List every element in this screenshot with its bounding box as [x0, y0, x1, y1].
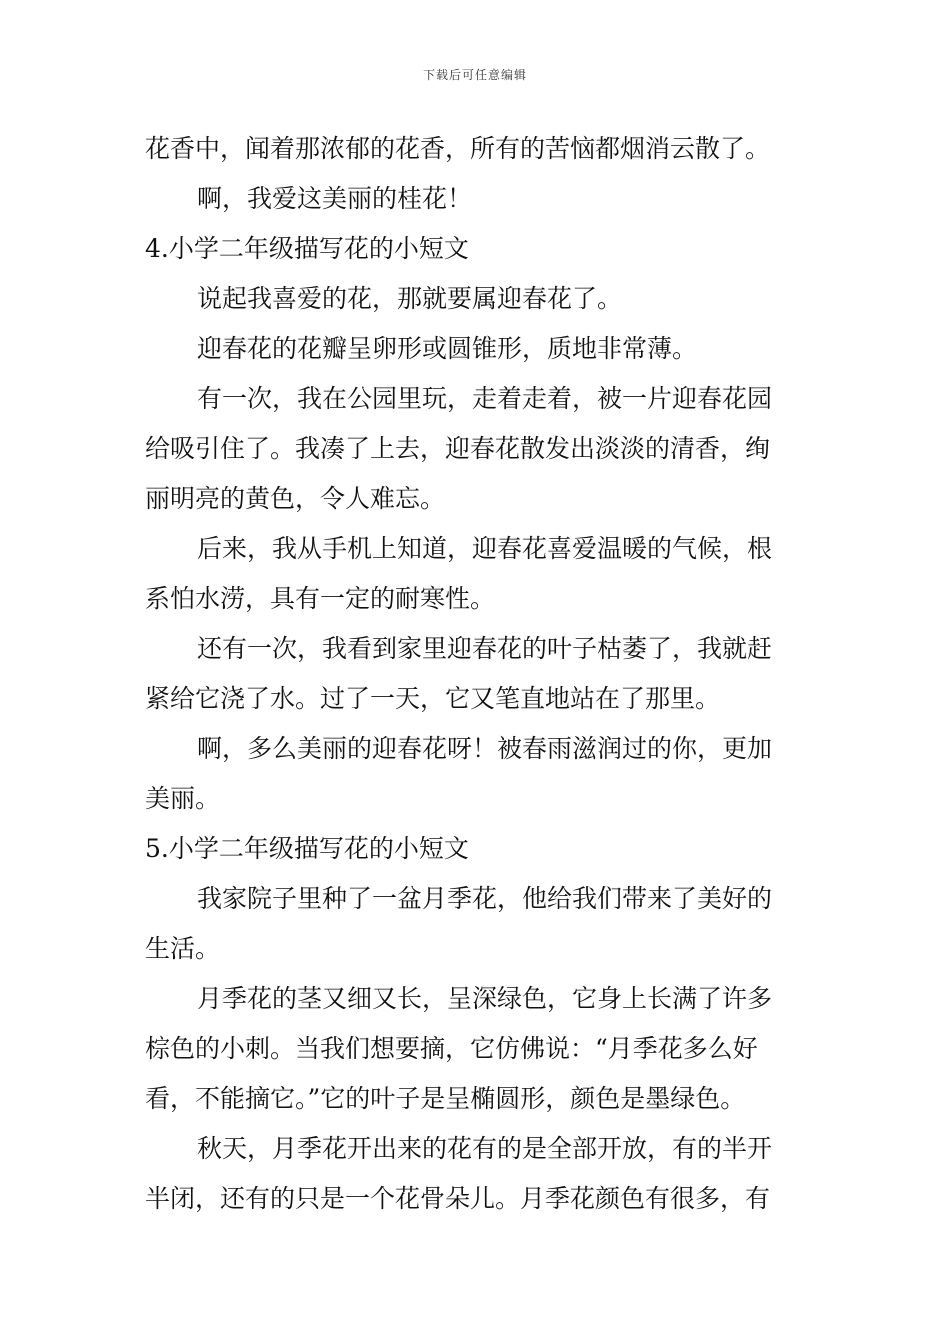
- text-line: 半闭，还有的只是一个花骨朵儿。月季花颜色有很多，有: [145, 1184, 771, 1213]
- text-line: 生活。: [145, 934, 221, 963]
- text-line: 还有一次，我看到家里迎春花的叶子枯萎了，我就赶: [197, 634, 773, 663]
- text-line: 月季花的茎又细又长，呈深绿色，它身上长满了许多: [197, 984, 773, 1013]
- text-line: 看，不能摘它。”它的叶子是呈椭圆形，颜色是墨绿色。: [145, 1084, 746, 1113]
- text-line: 秋天，月季花开出来的花有的是全部开放，有的半开: [197, 1134, 773, 1163]
- text-line: 有一次，我在公园里玩，走着走着，被一片迎春花园: [197, 384, 773, 413]
- section-heading: 4.小学二年级描写花的小短文: [145, 234, 469, 263]
- text-line: 系怕水涝，具有一定的耐寒性。: [145, 584, 496, 613]
- text-line: 说起我喜爱的花，那就要属迎春花了。: [197, 284, 623, 313]
- page-header: 下载后可任意编辑: [422, 68, 527, 82]
- text-line: 我家院子里种了一盆月季花，他给我们带来了美好的: [197, 884, 773, 913]
- text-line: 美丽。: [145, 784, 221, 813]
- document-body: [145, 124, 807, 1224]
- text-line: 迎春花的花瓣呈卵形或圆锥形，质地非常薄。: [197, 334, 698, 363]
- text-line: 棕色的小刺。当我们想要摘，它仿佛说：“月季花多么好: [145, 1034, 758, 1063]
- text-line: 啊，我爱这美丽的桂花！: [197, 184, 473, 213]
- text-line: 紧给它浇了水。过了一天，它又笔直地站在了那里。: [145, 684, 721, 713]
- text-line: 花香中，闻着那浓郁的花香，所有的苦恼都烟消云散了。: [145, 134, 771, 163]
- text-line: 给吸引住了。我凑了上去，迎春花散发出淡淡的清香，绚: [145, 434, 771, 463]
- text-line: 啊，多么美丽的迎春花呀！被春雨滋润过的你，更加: [197, 734, 773, 763]
- text-line: 丽明亮的黄色，令人难忘。: [145, 484, 446, 513]
- text-line: 后来，我从手机上知道，迎春花喜爱温暖的气候，根: [197, 534, 773, 563]
- section-heading: 5.小学二年级描写花的小短文: [145, 834, 469, 863]
